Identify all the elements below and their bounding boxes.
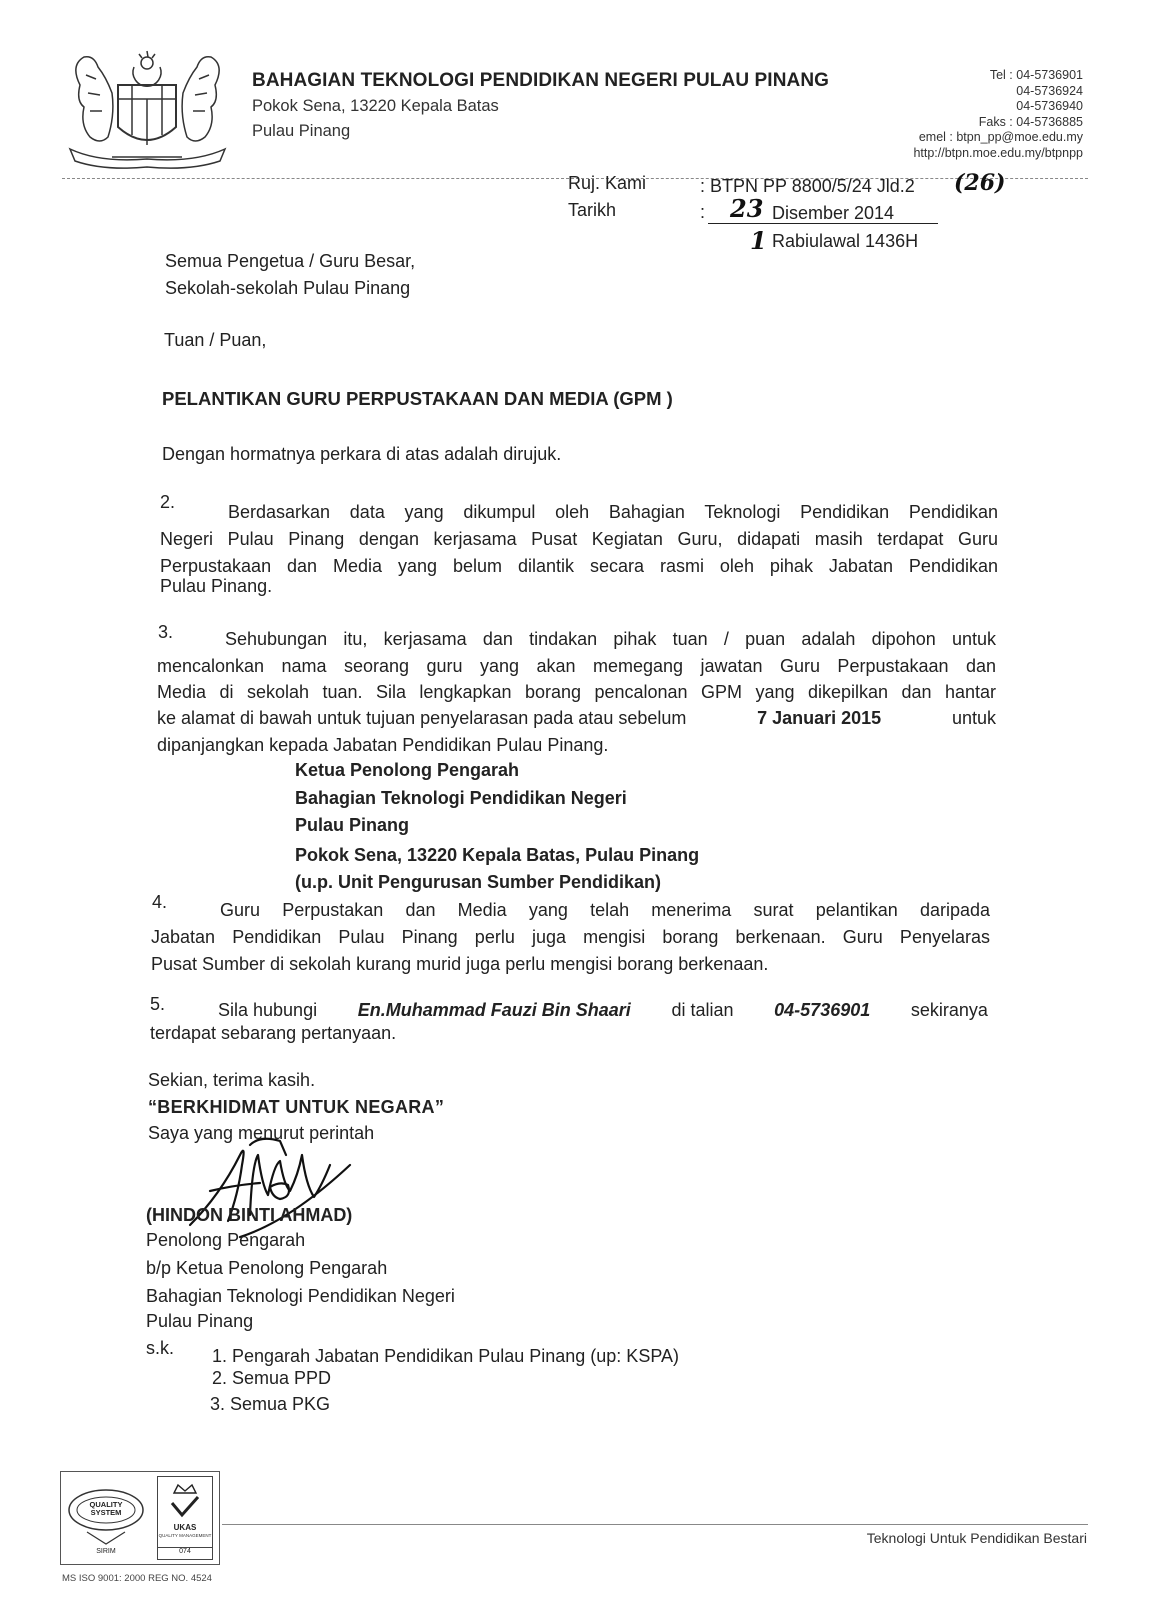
para2-line-3: Perpustakaan dan Media yang belum dilantik secara rasmi oleh pihak Jabatan Pendidikan [160, 556, 998, 576]
badge-text: QUALITY [89, 1500, 123, 1509]
sirim-badge-text [65, 1501, 147, 1517]
para5-line-1 [218, 998, 988, 1023]
signatory-title-3: Bahagian Teknologi Pendidikan Negeri [146, 1286, 455, 1306]
para3-line-4 [157, 706, 996, 731]
deadline-date: 7 Januari 2015 [757, 708, 882, 728]
footer-divider [222, 1524, 1088, 1525]
iso-registration: MS ISO 9001: 2000 REG NO. 4524 [62, 1573, 212, 1584]
para2-line-4: Pulau Pinang. [160, 576, 273, 596]
organization-name: BAHAGIAN TEKNOLOGI PENDIDIKAN NEGERI PULAU PINANG [252, 70, 830, 91]
address-line: Pulau Pinang [295, 815, 410, 835]
contact-fax: Faks : 04-5736885 [978, 114, 1083, 129]
date-colon: : [700, 202, 706, 222]
sirim-quality-badge [65, 1478, 147, 1558]
contact-url: http://btpn.moe.edu.my/btpnpp [913, 145, 1083, 160]
date-underline [708, 223, 938, 224]
recipient-line-1: Semua Pengetua / Guru Besar, [165, 251, 416, 271]
crown-tick-icon [166, 1481, 204, 1521]
para5-text-mid: di talian [671, 1000, 734, 1020]
date-label: Tarikh [568, 200, 617, 220]
ref-value: : BTPN PP 8800/5/24 Jld.2 [700, 176, 915, 196]
subject-heading: PELANTIKAN GURU PERPUSTAKAAN DAN MEDIA (GPM ) [162, 388, 673, 409]
cc-label: s.k. [146, 1338, 175, 1358]
para3-line-4-text: ke alamat di bawah untuk tujuan penyelarasan pada atau sebelum [157, 708, 687, 728]
cc-item: 3. Semua PKG [210, 1394, 331, 1414]
cc-item: 2. Semua PPD [212, 1368, 332, 1388]
para2-number: 2. [160, 492, 176, 512]
para4-number: 4. [152, 892, 168, 912]
ukas-number: 074 [158, 1547, 212, 1555]
contact-tel-3: 04-5736940 [1016, 99, 1083, 113]
date-value: Disember 2014 [772, 203, 895, 223]
closing-order: Saya yang menurut perintah [148, 1123, 375, 1143]
address-line: (u.p. Unit Pengurusan Sumber Pendidikan) [295, 872, 662, 892]
contact-block [913, 68, 1083, 161]
para5-text-pre: Sila hubungi [218, 1000, 318, 1020]
ukas-sub: QUALITY MANAGEMENT [158, 1533, 212, 1538]
para2-line-1: Berdasarkan data yang dikumpul oleh Bahagian Teknologi Pendidikan Pendidikan [228, 502, 998, 522]
badge-text: SYSTEM [90, 1508, 122, 1517]
contact-email: emel : btpn_pp@moe.edu.my [918, 130, 1083, 144]
date-handwritten-day: 23 [730, 194, 764, 223]
para3-line-1: Sehubungan itu, kerjasama dan tindakan pihak tuan / puan adalah dipohon untuk [225, 629, 996, 649]
para3-number: 3. [158, 622, 174, 642]
motto: “BERKHIDMAT UNTUK NEGARA” [148, 1097, 445, 1117]
ukas-caption: UKAS [173, 1523, 197, 1532]
para3-line-3: Media di sekolah tuan. Sila lengkapkan borang pencalonan GPM yang dikepilkan dan hantar [157, 682, 996, 702]
signatory-title-4: Pulau Pinang [146, 1311, 254, 1331]
address-block [295, 757, 699, 897]
ref-label: Ruj. Kami [568, 173, 647, 193]
certification-badges [60, 1471, 220, 1565]
contact-phone: 04-5736901 [774, 1000, 871, 1020]
recipient-line-2: Sekolah-sekolah Pulau Pinang [165, 278, 411, 298]
hijri-handwritten-day: 1 [750, 226, 767, 255]
footer-slogan: Teknologi Untuk Pendidikan Bestari [866, 1530, 1087, 1546]
address-line: Ketua Penolong Pengarah [295, 760, 520, 780]
sirim-caption: SIRIM [96, 1548, 116, 1555]
contact-tel-2: 04-5736924 [1016, 83, 1083, 98]
address-line: Bahagian Teknologi Pendidikan Negeri [295, 787, 627, 808]
para5-line-2: terdapat sebarang pertanyaan. [150, 1023, 397, 1043]
contact-person-name: En.Muhammad Fauzi Bin Shaari [357, 1000, 631, 1020]
coat-of-arms-logo [60, 45, 235, 175]
para4-line-3: Pusat Sumber di sekolah kurang murid juga perlu mengisi borang berkenaan. [151, 954, 769, 974]
hijri-date: Rabiulawal 1436H [772, 231, 919, 251]
contact-tel: Tel : 04-5736901 [989, 68, 1083, 82]
closing-thanks: Sekian, terima kasih. [148, 1070, 316, 1090]
org-address-line-1: Pokok Sena, 13220 Kepala Batas [252, 97, 499, 115]
para3-line-2: mencalonkan nama seorang guru yang akan memegang jawatan Guru Perpustakaan dan [157, 656, 996, 676]
address-line: Pokok Sena, 13220 Kepala Batas, Pulau Pinang [295, 844, 700, 865]
org-address-line-2: Pulau Pinang [252, 122, 351, 140]
para2-line-2: Negeri Pulau Pinang dengan kerjasama Pusat Kegiatan Guru, didapati masih terdapat Guru [160, 529, 998, 549]
para5-number: 5. [150, 994, 166, 1014]
opening-line: Dengan hormatnya perkara di atas adalah dirujuk. [162, 444, 562, 464]
cc-item: 1. Pengarah Jabatan Pendidikan Pulau Pinang (up: KSPA) [212, 1346, 679, 1366]
signatory-title-2: b/p Ketua Penolong Pengarah [146, 1258, 388, 1278]
signatory-name: (HINDON BINTI AHMAD) [146, 1205, 353, 1225]
para4-line-2: Jabatan Pendidikan Pulau Pinang perlu juga mengisi borang berkenaan. Guru Penyelaras [151, 927, 990, 947]
para3-line-4-end: untuk [951, 708, 996, 728]
ref-handwritten-number: (26) [954, 170, 1006, 196]
salutation: Tuan / Puan, [164, 330, 267, 350]
para5-text-post: sekiranya [910, 1000, 988, 1020]
para3-line-5: dipanjangkan kepada Jabatan Pendidikan Pulau Pinang. [157, 735, 609, 755]
para4-line-1: Guru Perpustakan dan Media yang telah menerima surat pelantikan daripada [220, 900, 990, 920]
ukas-badge [157, 1476, 213, 1560]
signatory-title-1: Penolong Pengarah [146, 1230, 306, 1250]
